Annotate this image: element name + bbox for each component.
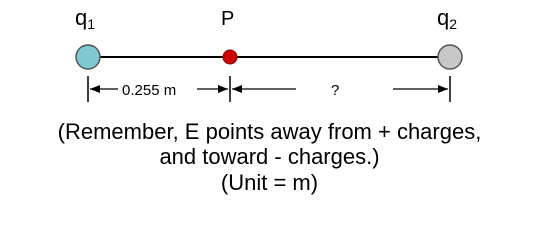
charge-q2-symbol: q — [437, 5, 450, 30]
charge-q1 — [75, 5, 100, 69]
dimension-left-label: 0.255 m — [122, 82, 177, 99]
charge-q2-subscript: 2 — [449, 16, 458, 32]
charge-q1-circle — [76, 45, 100, 69]
dimension-left-arrow-b — [218, 85, 228, 93]
caption-line-3: (Unit = m) — [220, 170, 319, 195]
caption-line-2: and toward - charges.) — [159, 144, 380, 169]
dimension-right-label: ? — [331, 82, 340, 99]
point-p-dot — [223, 50, 237, 64]
dimension-right-arrow-b — [438, 85, 448, 93]
point-p — [221, 8, 237, 64]
charge-q1-label — [75, 5, 95, 32]
dimension-right-arrow-a — [232, 85, 242, 93]
charge-diagram — [0, 0, 539, 110]
charge-q2 — [437, 5, 462, 69]
charge-q1-symbol: q — [75, 5, 88, 30]
caption-line-1: (Remember, E points away from + charges, — [57, 119, 482, 144]
dimension-left — [90, 82, 228, 99]
charge-q2-circle — [438, 45, 462, 69]
charge-q1-subscript: 1 — [87, 16, 96, 32]
dimension-right — [232, 82, 448, 99]
charge-q2-label — [437, 5, 457, 32]
point-p-label: P — [221, 8, 235, 30]
dimension-left-arrow-a — [90, 85, 100, 93]
